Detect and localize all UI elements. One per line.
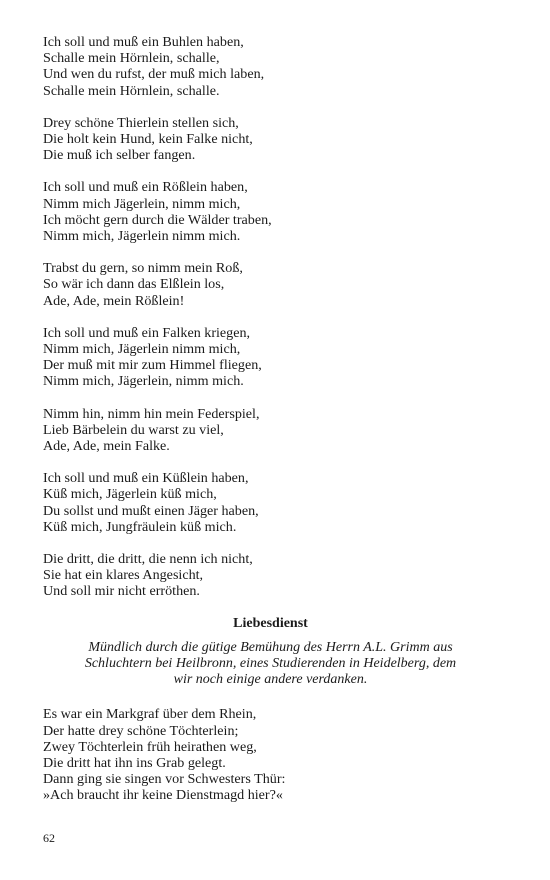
- verse-line: »Ach braucht ihr keine Dienstmagd hier?«: [43, 787, 283, 804]
- verse-line: Ich möcht gern durch die Wälder traben,: [43, 211, 272, 228]
- verse-line: Nimm mich Jägerlein, nimm mich,: [43, 195, 241, 212]
- verse-line: Der hatte drey schöne Töchterlein;: [43, 722, 239, 739]
- verse-line: Lieb Bärbelein du warst zu viel,: [43, 421, 224, 438]
- verse-line: Zwey Töchterlein früh heirathen weg,: [43, 738, 257, 755]
- verse-line: Ade, Ade, mein Rößlein!: [43, 292, 185, 309]
- subtitle-line: wir noch einige andere verdanken.: [173, 672, 368, 688]
- stanza-6: [43, 406, 498, 455]
- document-page: [43, 34, 498, 820]
- verse-line: Nimm mich, Jägerlein, nimm mich.: [43, 373, 244, 390]
- section-subtitle: [43, 640, 498, 689]
- verse-line: Die dritt, die dritt, die nenn ich nicht,: [43, 551, 253, 568]
- verse-line: Drey schöne Thierlein stellen sich,: [43, 114, 239, 131]
- stanza-7: [43, 470, 498, 535]
- verse-line: Ich soll und muß ein Küßlein haben,: [43, 470, 249, 487]
- verse-line: Nimm mich, Jägerlein nimm mich,: [43, 341, 241, 358]
- stanza-3: [43, 179, 498, 244]
- stanza-8: [43, 551, 498, 600]
- verse-line: Die muß ich selber fangen.: [43, 147, 196, 164]
- subtitle-line: Mündlich durch die gütige Bemühung des Herrn A.L. Grimm aus: [88, 639, 453, 655]
- verse-line: Es war ein Markgraf über dem Rhein,: [43, 706, 257, 723]
- verse-line: Küß mich, Jungfräulein küß mich.: [43, 518, 237, 535]
- verse-line: Dann ging sie singen vor Schwesters Thür:: [43, 771, 286, 788]
- verse-line: Der muß mit mir zum Himmel fliegen,: [43, 357, 262, 374]
- verse-line: Nimm hin, nimm hin mein Federspiel,: [43, 405, 260, 422]
- verse-line: Die dritt hat ihn ins Grab gelegt.: [43, 754, 226, 771]
- verse-line: Ich soll und muß ein Falken kriegen,: [43, 324, 251, 341]
- stanza-2: [43, 115, 498, 164]
- verse-line: Und soll mir nicht erröthen.: [43, 583, 200, 600]
- subtitle-line: Schluchtern bei Heilbronn, eines Studierenden in Heidelberg, dem: [84, 655, 457, 671]
- verse-line: Sie hat ein klares Angesicht,: [43, 567, 204, 584]
- stanza-1: [43, 34, 498, 99]
- verse-line: Du sollst und mußt einen Jäger haben,: [43, 502, 259, 519]
- page-number: 62: [43, 831, 55, 845]
- verse-line: Ich soll und muß ein Rößlein haben,: [43, 179, 248, 196]
- verse-line: Die holt kein Hund, kein Falke nicht,: [43, 131, 253, 148]
- verse-line: Trabst du gern, so nimm mein Roß,: [43, 260, 243, 277]
- verse-line: Ade, Ade, mein Falke.: [43, 438, 170, 455]
- verse-line: Schalle mein Hörnlein, schalle,: [43, 50, 220, 67]
- verse-line: Nimm mich, Jägerlein nimm mich.: [43, 228, 241, 245]
- stanza-5: [43, 325, 498, 390]
- verse-line: Ich soll und muß ein Buhlen haben,: [43, 34, 244, 50]
- verse-line: So wär ich dann das Elßlein los,: [43, 276, 225, 293]
- verse-line: Und wen du rufst, der muß mich laben,: [43, 66, 265, 83]
- stanza-4: [43, 260, 498, 309]
- section-stanza-1: [43, 706, 498, 803]
- verse-line: Schalle mein Hörnlein, schalle.: [43, 82, 220, 99]
- verse-line: Küß mich, Jägerlein küß mich,: [43, 486, 217, 503]
- section-title: Liebesdienst: [233, 615, 308, 631]
